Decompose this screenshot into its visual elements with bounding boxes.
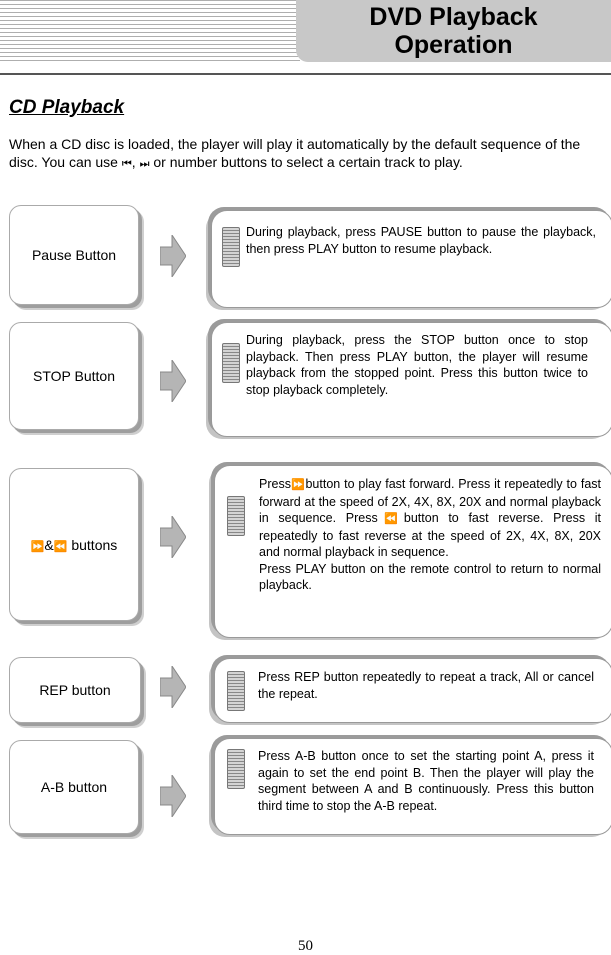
remote-control-icon <box>227 749 245 789</box>
header-divider <box>0 73 611 75</box>
header-title-line2: Operation <box>394 31 513 59</box>
ff-rew-description <box>259 476 601 594</box>
remote-control-icon <box>227 671 245 711</box>
fast-reverse-icon: ⏪ <box>377 513 402 525</box>
page-number: 50 <box>298 938 313 954</box>
ff-rew-desc-4: Press PLAY button on the remote control to return to normal playback. <box>259 561 601 592</box>
pause-button-label: Pause Button <box>31 247 117 263</box>
next-track-icon: ⏭ <box>139 158 148 170</box>
ab-description-box <box>214 738 611 835</box>
intro-text-1: When a CD disc is loaded, the player will play it automatically by the default sequence of the disc. You can use <box>9 136 581 170</box>
arrow-right-icon <box>160 235 186 277</box>
ff-rew-desc-1: Press <box>259 477 291 491</box>
ff-rew-buttons-label-box <box>9 468 139 621</box>
fast-forward-icon: ⏩ <box>30 540 43 553</box>
arrow-right-icon <box>160 666 186 708</box>
fast-forward-icon: ⏩ <box>290 479 304 491</box>
pause-description: During playback, press PAUSE button to pause the playback, then press PLAY button to resume playback. <box>246 225 596 256</box>
previous-track-icon: ⏮ <box>121 158 130 170</box>
pause-description-box <box>211 210 611 308</box>
ab-button-label-box <box>9 740 139 834</box>
rep-description: Press REP button repeatedly to repeat a track, All or cancel the repeat. <box>258 670 594 701</box>
rep-description-box <box>214 658 611 723</box>
stop-button-label-box <box>9 322 139 430</box>
ff-rew-desc-2: button to play fast forward. Press it repeatedly to fast forward at the speed of 2X, 4X, 8X, 20X and normal playback in sequence. Press <box>259 477 601 525</box>
intro-paragraph <box>9 135 609 173</box>
intro-separator: , <box>131 154 140 170</box>
stop-button-label: STOP Button <box>33 368 115 384</box>
rep-button-label-box <box>9 657 141 723</box>
header-decoration <box>0 0 300 62</box>
section-title: CD Playback <box>9 97 125 118</box>
remote-control-icon <box>227 496 245 536</box>
ff-rew-label-suffix: buttons <box>67 536 118 553</box>
header-title-line1: DVD Playback <box>369 3 538 31</box>
arrow-right-icon <box>160 516 186 558</box>
stop-description-box <box>211 322 611 437</box>
ff-rew-desc-3: button to fast reverse. Press it repeatedly to fast reverse at the speed of 2X, 4X, 8X, 20X and normal playback in sequence. <box>259 511 602 559</box>
arrow-right-icon <box>160 775 186 817</box>
intro-text-2: or number buttons to select a certain track to play. <box>149 154 463 170</box>
fast-reverse-icon: ⏪ <box>53 540 66 553</box>
remote-control-icon <box>222 343 240 383</box>
arrow-right-icon <box>160 360 186 402</box>
ff-rew-label-ampersand: & <box>44 536 54 553</box>
ab-button-label: A-B button <box>40 779 108 795</box>
stop-description: During playback, press the STOP button once to stop playback. Then press PLAY button, the player will resume playback from the stopped point. Press this button twice to stop playback completely. <box>246 333 588 397</box>
rep-button-label: REP button <box>39 682 111 698</box>
ab-description: Press A-B button once to set the starting point A, press it again to set the end point B. Then the player will play the segment between A and B continuously. Press this button third time to stop the A-B repeat. <box>258 749 594 813</box>
remote-control-icon <box>222 227 240 267</box>
ff-rew-description-box <box>214 465 611 638</box>
ff-rew-buttons-label <box>31 537 118 553</box>
header-title-box <box>296 0 611 62</box>
pause-button-label-box <box>9 205 139 305</box>
